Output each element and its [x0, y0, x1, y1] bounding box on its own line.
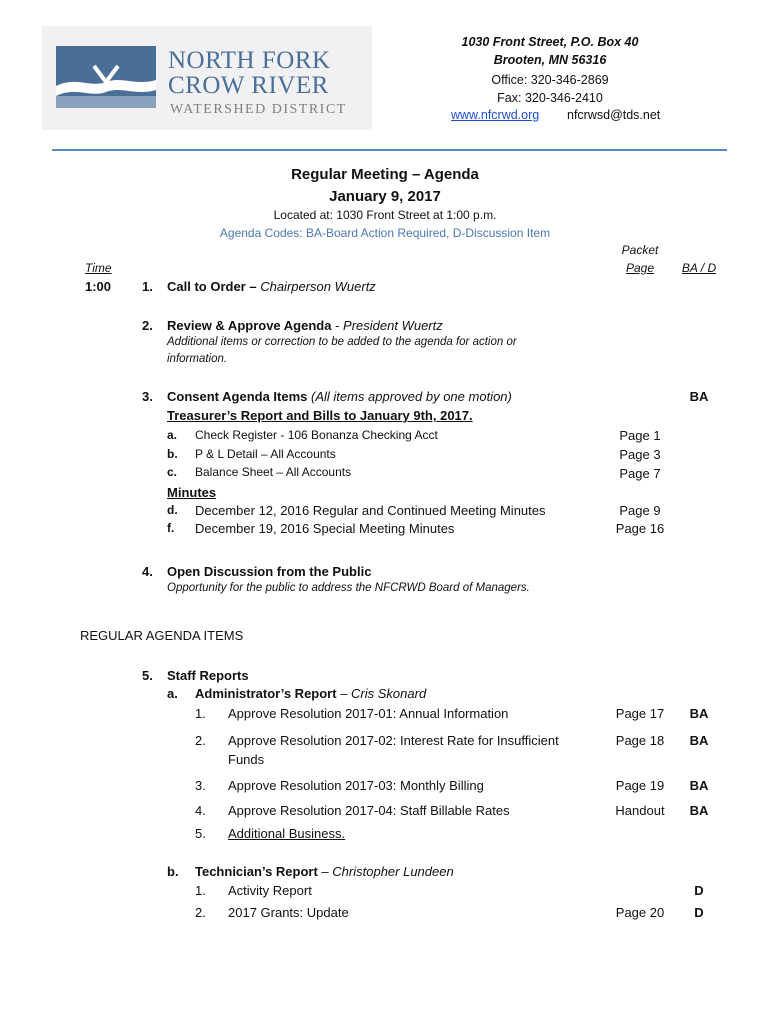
item5b-who: Christopher Lundeen: [332, 864, 454, 879]
header-divider: [52, 149, 727, 151]
res3-page: Page 19: [615, 778, 665, 793]
item3f-letter: f.: [167, 521, 175, 535]
logo-line1: NORTH FORK: [168, 47, 331, 74]
address-line1: 1030 Front Street, P.O. Box 40: [461, 35, 639, 49]
logo-line2: CROW RIVER: [168, 72, 329, 99]
item1-title: Call to Order –: [167, 279, 261, 294]
item1-chair: Chairperson Wuertz: [260, 279, 376, 294]
item2-review-agenda: [167, 318, 443, 333]
item5b-title: Technician’s Report: [195, 864, 318, 879]
logo-line3: WATERSHED DISTRICT: [170, 102, 347, 117]
agenda-codes: Agenda Codes: BA-Board Action Required, D-Discussion Item: [219, 226, 551, 240]
item3d-letter: d.: [167, 503, 178, 517]
meeting-date: January 9, 2017: [329, 188, 441, 205]
regular-agenda-heading: REGULAR AGENDA ITEMS: [80, 628, 244, 643]
item3a-text: Check Register - 106 Bonanza Checking Acct: [195, 428, 438, 442]
district-logo: [42, 26, 372, 130]
item5a-who: Cris Skonard: [351, 686, 427, 701]
res2-number: 2.: [195, 733, 206, 748]
item2-number: 2.: [142, 318, 153, 333]
item3d-page: Page 9: [619, 503, 661, 518]
item3-code: BA: [689, 389, 709, 404]
res1-text: Approve Resolution 2017-01: Annual Information: [228, 706, 509, 721]
res1-code: BA: [689, 706, 709, 721]
page-column-header: Page: [625, 261, 655, 275]
item1-time: 1:00: [85, 279, 112, 294]
item3a-letter: a.: [167, 428, 178, 442]
item1-number: 1.: [142, 279, 153, 294]
tech1-code: D: [694, 883, 704, 898]
treasurer-report-heading: Treasurer’s Report and Bills to January 9th, 2017.: [167, 408, 473, 423]
item3c-letter: c.: [167, 465, 178, 479]
item5b-letter: b.: [167, 864, 179, 879]
code-column-header: BA / D: [681, 261, 717, 275]
address-line2: Brooten, MN 56316: [493, 53, 607, 67]
item3b-page: Page 3: [619, 447, 661, 462]
res2-text-line2: Funds: [228, 752, 265, 767]
item3a-page: Page 1: [619, 428, 661, 443]
item2-separator: -: [331, 318, 344, 333]
item5-number: 5.: [142, 668, 153, 683]
tech2-text: 2017 Grants: Update: [228, 905, 349, 920]
item3-number: 3.: [142, 389, 153, 404]
item3-paren: (All items approved by one motion): [310, 389, 512, 404]
item5a-admin-report: [195, 686, 426, 701]
meeting-title: Regular Meeting – Agenda: [291, 166, 479, 183]
res2-code: BA: [689, 733, 709, 748]
item2-president: President Wuertz: [343, 318, 443, 333]
item2-note-line2: information.: [167, 353, 228, 365]
tech1-text: Activity Report: [228, 883, 312, 898]
item4-note: Opportunity for the public to address the NFCRWD Board of Managers.: [167, 582, 530, 594]
office-phone: Office: 320-346-2869: [491, 73, 609, 87]
item4-title: Open Discussion from the Public: [167, 564, 372, 579]
item3f-text: December 19, 2016 Special Meeting Minutes: [195, 521, 455, 536]
email-address: nfcrwsd@tds.net: [567, 108, 661, 122]
river-logo-icon: [56, 46, 156, 108]
tech2-number: 2.: [195, 905, 206, 920]
item5a-title: Administrator’s Report: [195, 686, 337, 701]
res4-text: Approve Resolution 2017-04: Staff Billable Rates: [228, 803, 510, 818]
packet-column-header: Packet: [621, 243, 659, 257]
tech2-page: Page 20: [615, 905, 665, 920]
item3-title: Consent Agenda Items: [167, 389, 311, 404]
res1-number: 1.: [195, 706, 206, 721]
item3d-text: December 12, 2016 Regular and Continued Meeting Minutes: [195, 503, 546, 518]
minutes-heading: Minutes: [167, 485, 217, 500]
item5-title: Staff Reports: [167, 668, 249, 683]
tech1-number: 1.: [195, 883, 206, 898]
res4-page: Handout: [615, 803, 665, 818]
item4-number: 4.: [142, 564, 153, 579]
item3c-text: Balance Sheet – All Accounts: [195, 465, 352, 479]
item2-note-line1: Additional items or correction to be added to the agenda for action or: [167, 336, 517, 348]
res3-number: 3.: [195, 778, 206, 793]
item5a-separator: –: [336, 686, 352, 701]
item3f-page: Page 16: [615, 521, 665, 536]
fax-number: Fax: 320-346-2410: [497, 91, 603, 105]
meeting-location: Located at: 1030 Front Street at 1:00 p.m.: [273, 208, 497, 222]
item5a-letter: a.: [167, 686, 178, 701]
item3c-page: Page 7: [619, 466, 661, 481]
res2-text: Approve Resolution 2017-02: Interest Rate for Insufficient: [228, 733, 559, 748]
res1-page: Page 17: [615, 706, 665, 721]
website-link[interactable]: www.nfcrwd.org: [451, 108, 540, 122]
item3b-text: P & L Detail – All Accounts: [195, 447, 336, 461]
item1-call-to-order: [167, 279, 376, 294]
res4-code: BA: [689, 803, 709, 818]
res5-text: Additional Business.: [228, 826, 346, 841]
item5b-separator: –: [317, 864, 333, 879]
item3b-letter: b.: [167, 447, 178, 461]
res3-text: Approve Resolution 2017-03: Monthly Billing: [228, 778, 484, 793]
tech2-code: D: [694, 905, 704, 920]
res2-page: Page 18: [615, 733, 665, 748]
item2-title: Review & Approve Agenda: [167, 318, 332, 333]
time-column-header: Time: [85, 261, 112, 275]
item5b-tech-report: [195, 864, 454, 879]
res5-number: 5.: [195, 826, 206, 841]
res4-number: 4.: [195, 803, 206, 818]
res3-code: BA: [689, 778, 709, 793]
item3-consent-agenda: [167, 389, 512, 404]
